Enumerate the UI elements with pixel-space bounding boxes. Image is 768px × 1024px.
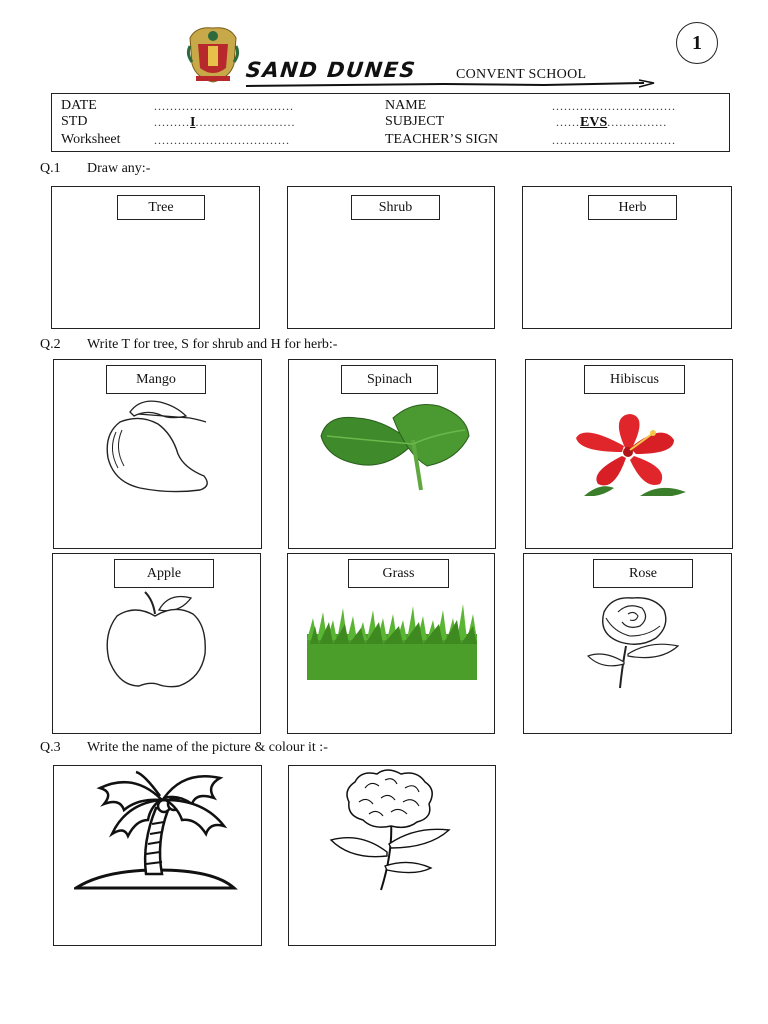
- school-name: SAND DUNES: [244, 58, 418, 82]
- question-1-number: Q.1: [40, 161, 61, 176]
- question-1: [40, 161, 340, 179]
- card-apple[interactable]: [52, 553, 261, 734]
- student-info-box: [51, 93, 730, 152]
- worksheet-field[interactable]: ..................................: [154, 133, 290, 147]
- page-number-text: 1: [692, 31, 702, 54]
- date-field[interactable]: ...................................: [154, 99, 294, 113]
- label-spinach: Spinach: [341, 365, 438, 394]
- question-2-text: Write T for tree, S for shrub and H for herb:-: [87, 337, 338, 352]
- spinach-image: [317, 400, 473, 496]
- teacher-sign-field[interactable]: ...............................: [552, 133, 676, 147]
- header-swoosh-line: [244, 78, 656, 90]
- question-2-number: Q.2: [40, 337, 61, 352]
- page-number: [676, 22, 718, 64]
- name-label: NAME: [385, 98, 427, 113]
- card-rose[interactable]: [523, 553, 732, 734]
- question-3-number: Q.3: [40, 740, 61, 755]
- subject-field[interactable]: ......EVS...............: [556, 115, 668, 130]
- draw-box-tree[interactable]: [51, 186, 260, 329]
- card-flower[interactable]: [288, 765, 496, 946]
- question-3: [40, 740, 440, 758]
- card-spinach[interactable]: [288, 359, 496, 549]
- date-label: DATE: [61, 98, 97, 113]
- std-value: I: [190, 115, 196, 130]
- hibiscus-image: [570, 412, 692, 496]
- std-label: STD: [61, 114, 88, 129]
- label-herb: Herb: [588, 195, 677, 220]
- worksheet-label: Worksheet: [61, 132, 121, 147]
- card-palm-tree[interactable]: [53, 765, 262, 946]
- draw-box-herb[interactable]: [522, 186, 732, 329]
- card-hibiscus[interactable]: [525, 359, 733, 549]
- name-field[interactable]: ...............................: [552, 99, 676, 113]
- label-grass: Grass: [348, 559, 449, 588]
- draw-box-shrub[interactable]: [287, 186, 495, 329]
- flower-image: [325, 768, 455, 892]
- mango-image: [100, 398, 210, 496]
- card-mango[interactable]: [53, 359, 262, 549]
- label-mango: Mango: [106, 365, 206, 394]
- std-field[interactable]: .........I.........................: [154, 115, 296, 130]
- subject-label: SUBJECT: [385, 114, 445, 129]
- label-hibiscus: Hibiscus: [584, 365, 685, 394]
- card-grass[interactable]: [287, 553, 495, 734]
- question-1-text: Draw any:-: [87, 161, 151, 176]
- palm-tree-image: [74, 770, 242, 894]
- question-3-text: Write the name of the picture & colour it :-: [87, 740, 328, 755]
- apple-image: [105, 590, 209, 690]
- teacher-sign-label: TEACHER’S SIGN: [385, 132, 499, 147]
- question-2: [40, 337, 440, 355]
- school-crest-logo: [186, 24, 240, 84]
- rose-image: [584, 592, 684, 690]
- subject-value: EVS: [580, 115, 608, 130]
- label-apple: Apple: [114, 559, 214, 588]
- label-rose: Rose: [593, 559, 693, 588]
- label-tree: Tree: [117, 195, 205, 220]
- label-shrub: Shrub: [351, 195, 440, 220]
- school-name-suffix: CONVENT SCHOOL: [456, 67, 587, 82]
- grass-image: [307, 600, 477, 680]
